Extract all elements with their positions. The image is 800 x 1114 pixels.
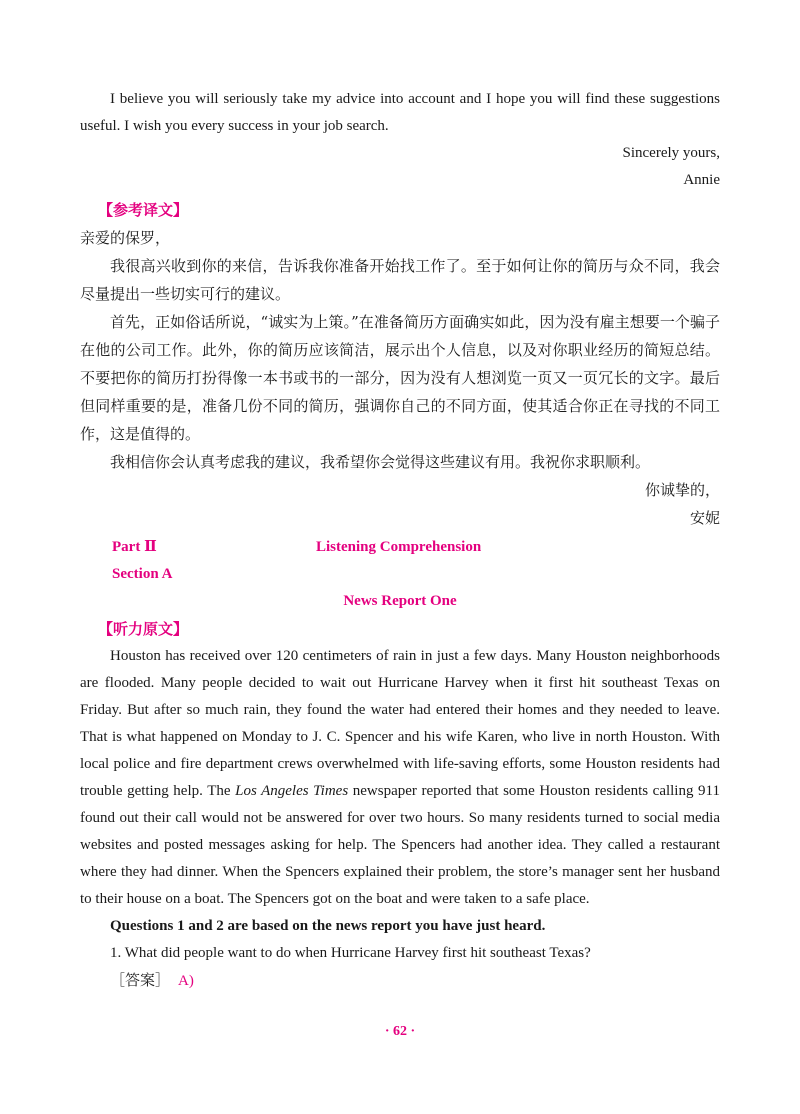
part-title: Listening Comprehension bbox=[316, 539, 482, 555]
news-report-title: News Report One bbox=[343, 593, 457, 609]
part-heading bbox=[80, 534, 720, 561]
question-1: 1. What did people want to do when Hurricane Harvey first hit southeast Texas? bbox=[110, 945, 591, 961]
letter-sign-off: Sincerely yours, bbox=[622, 145, 720, 161]
answer-line bbox=[80, 967, 720, 995]
part-label: Part Ⅱ bbox=[112, 539, 157, 555]
answer-label: ［答案］ bbox=[110, 971, 171, 989]
transcript-heading: 【听力原文】 bbox=[98, 620, 189, 638]
answer-value: A) bbox=[178, 973, 194, 989]
document-page bbox=[80, 86, 720, 995]
letter-signature: Annie bbox=[683, 172, 720, 188]
newspaper-name: Los Angeles Times bbox=[235, 783, 349, 799]
section-label: Section A bbox=[112, 566, 173, 582]
translation-heading: 【参考译文】 bbox=[98, 201, 189, 219]
translation-sign-off: 你诚挚的， bbox=[644, 481, 720, 499]
page-number: · 62 · bbox=[384, 1024, 416, 1039]
translation-paragraph-3: 我相信你会认真考虑我的建议，我希望你会觉得这些建议有用。我祝你求职顺利。 bbox=[110, 453, 651, 471]
questions-instruction: Questions 1 and 2 are based on the news report you have just heard. bbox=[110, 918, 546, 934]
transcript-text-before: Houston has received over 120 centimeters of rain in just a few days. Many Houston neighborhoods are flooded. Many people decided to wait out Hurricane Harvey when it first hit southeast Texas on Friday. But after so much rain, they found the water had entered their homes and they needed to leave. That is what happened on Monday to J. C. Spencer and his wife Karen, who live in north Houston. With local police and fire department crews overwhelmed with life-saving efforts, some Houston residents had trouble getting help. The bbox=[80, 648, 720, 799]
transcript-paragraph bbox=[80, 643, 720, 913]
translation-paragraph-2: 首先，正如俗话所说，“诚实为上策。”在准备简历方面确实如此，因为没有雇主想要一个骗子在他的公司工作。此外，你的简历应该简洁，展示出个人信息，以及对你职业经历的简短总结。不要把你的简历打扮得像一本书或书的一部分，因为没有人想浏览一页又一页冗长的文字。最后但同样重要的是，准备几份不同的简历，强调你自己的不同方面，使其适合你正在寻找的不同工作，这是值得的。 bbox=[80, 313, 720, 443]
translation-signature: 安妮 bbox=[689, 509, 720, 527]
translation-paragraph-1: 我很高兴收到你的来信，告诉我你准备开始找工作了。至于如何让你的简历与众不同，我会尽量提出一些切实可行的建议。 bbox=[80, 257, 720, 303]
letter-closing-paragraph: I believe you will seriously take my advice into account and I hope you will find these suggestions useful. I wish you every success in your job search. bbox=[80, 91, 720, 134]
transcript-text-after: newspaper reported that some Houston residents calling 911 found out their call would not be answered for over two hours. So many residents turned to social media websites and posted messages asking for help. The Spencers had another idea. They called a restaurant where they had dinner. When the Spencers explained their problem, the store’s manager sent her husband to their house on a boat. The Spencers got on the boat and were taken to a safe place. bbox=[80, 783, 721, 907]
translation-salutation: 亲爱的保罗， bbox=[80, 229, 171, 247]
